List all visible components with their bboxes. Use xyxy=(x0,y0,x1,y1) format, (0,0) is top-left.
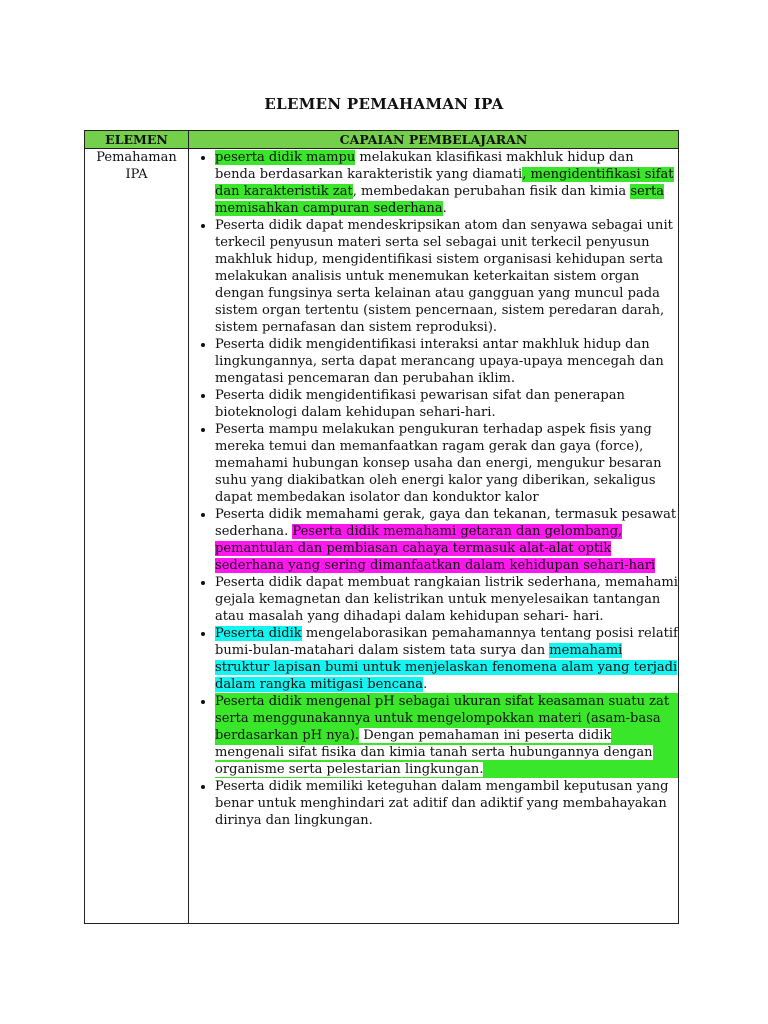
list-item xyxy=(215,778,678,829)
learning-outcomes-table xyxy=(84,130,679,924)
element-name-cell: Pemahaman IPA xyxy=(85,149,189,924)
highlighted-text: memahami struktur lapisan bumi untuk menjelaskan fenomena alam yang terjadi dalam rangka mitigasi bencana xyxy=(215,643,678,692)
list-item xyxy=(215,387,678,421)
list-item xyxy=(215,336,678,387)
highlighted-text: peserta didik mampu xyxy=(215,150,356,165)
item-text: . xyxy=(442,201,447,216)
list-item xyxy=(215,574,678,625)
highlighted-text: Peserta didik mengenal pH sebagai ukuran sifat keasaman suatu zat serta menggunakannya untuk mengelompokkan materi (asam-basa berdasarkan pH nya). xyxy=(215,694,670,743)
highlighted-text: serta memisahkan campuran sederhana xyxy=(215,184,665,216)
item-text: , membedakan perubahan fisik dan kimia xyxy=(352,184,631,199)
list-item xyxy=(215,421,678,506)
item-text: Peserta didik dapat membuat rangkaian listrik sederhana, memahami gejala kemagnetan dan kelistrikan untuk menyelesaikan tantangan atau masalah yang dihadapi dalam kehidupan sehari- hari. xyxy=(215,575,678,624)
item-text: Peserta mampu melakukan pengukuran terhadap aspek fisis yang mereka temui dan memanfaatkan ragam gerak dan gaya (force), memahami hubungan konsep usaha dan energi, mengukur besaran suhu yang diakibatkan oleh energi kalor yang diberikan, sekaligus dapat membedakan isolator dan konduktor kalor xyxy=(215,422,662,505)
item-text: Dengan pemahaman ini peserta didik mengenali sifat fisika dan kimia tanah serta hubungannya dengan organisme serta pelestarian lingkungan. xyxy=(215,728,653,777)
item-text: Peserta didik memahami gerak, gaya dan tekanan, termasuk pesawat sederhana. xyxy=(215,507,677,539)
list-item xyxy=(215,693,678,778)
list-item xyxy=(215,149,678,217)
outcomes-cell xyxy=(189,149,679,924)
outcomes-list xyxy=(189,149,678,829)
item-text: Peserta didik dapat mendeskripsikan atom dan senyawa sebagai unit terkecil penyusun materi serta sel sebagai unit terkecil penyusun makhluk hidup, mengidentifikasi sistem organisasi kehidupan serta melakukan analisis untuk menemukan keterkaitan sistem organ dengan fungsinya serta kelainan atau gangguan yang muncul pada sistem organ tertentu (sistem pencernaan, sistem peredaran darah, sistem pernafasan dan sistem reproduksi). xyxy=(215,218,673,335)
highlighted-text: , mengidentifikasi sifat dan karakteristik zat xyxy=(215,167,674,199)
document-title: ELEMEN PEMAHAMAN IPA xyxy=(264,95,504,113)
item-text: Peserta didik memiliki keteguhan dalam mengambil keputusan yang benar untuk menghindari zat aditif dan adiktif yang membahayakan dirinya dan lingkungan. xyxy=(215,779,669,828)
header-capaian-pembelajaran: CAPAIAN PEMBELAJARAN xyxy=(189,131,679,149)
item-text: melakukan klasifikasi makhluk hidup dan benda berdasarkan karakteristik yang diamati xyxy=(215,150,634,182)
list-item xyxy=(215,506,678,574)
item-text: Peserta didik mengidentifikasi interaksi antar makhluk hidup dan lingkungannya, serta dapat merancang upaya-upaya mencegah dan mengatasi pencemaran dan perubahan iklim. xyxy=(215,337,664,386)
header-elemen: ELEMEN xyxy=(85,131,189,149)
list-item xyxy=(215,217,678,336)
item-text: . xyxy=(423,677,428,692)
highlighted-text: Peserta didik memahami getaran dan gelombang, pemantulan dan pembiasan cahaya termasuk alat-alat optik sederhana yang sering dimanfaatkan dalam kehidupan sehari-hari xyxy=(215,524,656,573)
item-text: mengelaborasikan pemahamannya tentang posisi relatif bumi-bulan-matahari dalam sistem tata surya dan xyxy=(215,626,678,658)
highlighted-text: Peserta didik xyxy=(215,626,302,641)
list-item xyxy=(215,625,678,693)
item-text: Peserta didik mengidentifikasi pewarisan sifat dan penerapan bioteknologi dalam kehidupan sehari-hari. xyxy=(215,388,625,420)
table-row xyxy=(85,149,679,924)
table-header-row xyxy=(85,131,679,149)
